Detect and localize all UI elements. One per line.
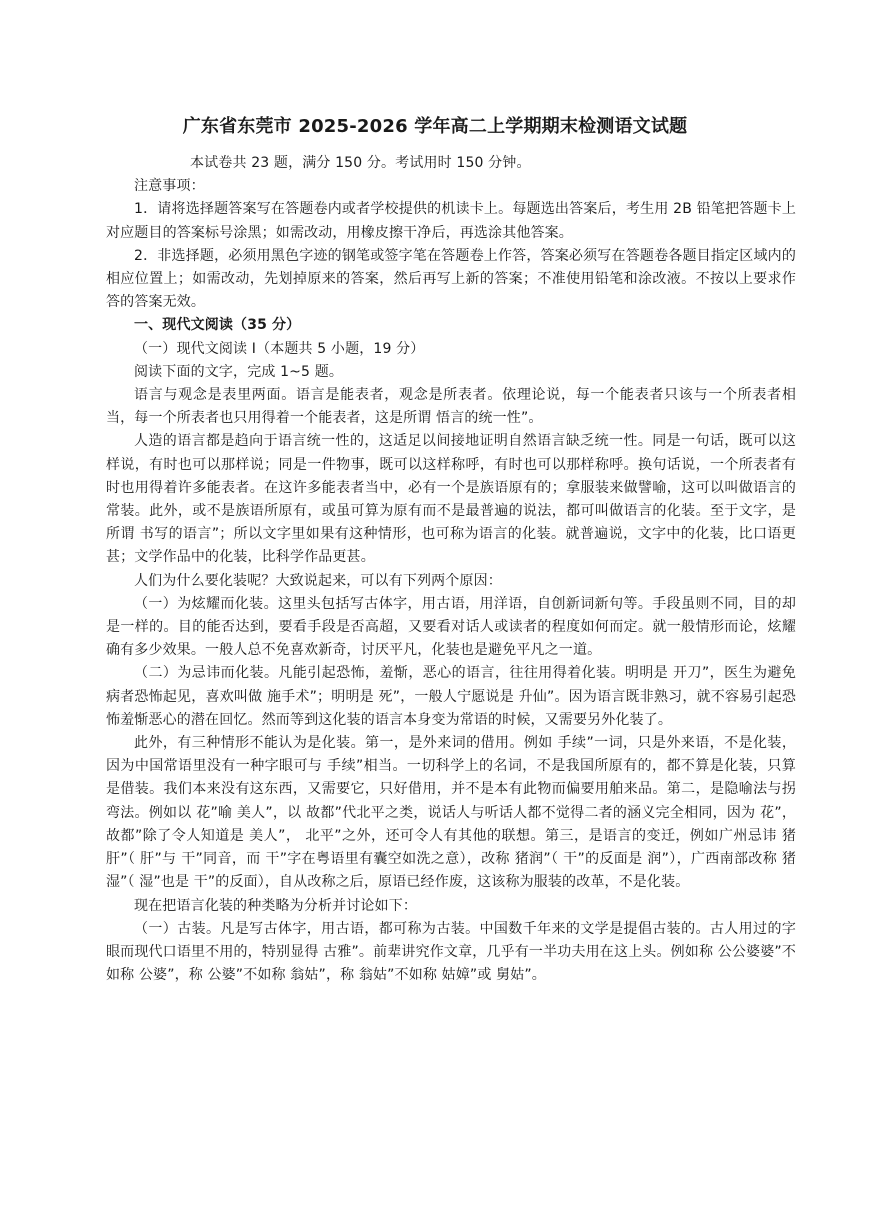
paragraph: （一）为炫耀而化装。这里头包括写古体字，用古语，用洋语，自创新词新句等。手段虽则不同，目的却是一样的。目的能否达到，要看手段是否高超，又要看对话人或读者的程度如何而定。就一般情形而论，炫耀确有多少效果。一般人总不免喜欢新奇，讨厌平凡，化装也是避免平凡之一道。 xyxy=(106,595,796,659)
paragraph: 2．非选择题，必须用黑色字迹的钢笔或签字笔在答题卷上作答，答案必须写在答题卷各题目指定区域内的相应位置上；如需改动，先划掉原来的答案，然后再写上新的答案；不准使用铅笔和涂改液。不按以上要求作答的答案无效。 xyxy=(106,247,796,311)
paragraph: （一）现代文阅读 I（本题共 5 小题，19 分） xyxy=(134,340,425,357)
paragraph: 语言与观念是表里两面。语言是能表者，观念是所表者。依理论说，每一个能表者只该与一个所表者相当，每一个所表者也只用得着一个能表者，这是所谓 悟言的统一性”。 xyxy=(106,387,796,427)
paragraph: 现在把语言化装的种类略为分析并讨论如下： xyxy=(134,897,417,914)
paragraph: （一）古装。凡是写古体字，用古语，都可称为古装。中国数千年来的文学是提倡古装的。古人用过的字眼而现代口语里不用的，特别显得 古雅”。前辈讲究作文章，几乎有一半功夫用在这上头。例如称 公公婆婆”不如称 公婆”，称 公婆”不如称 翁姑”，称 翁姑”不如称 姑嫜”或 舅姑”。 xyxy=(106,920,796,984)
paragraph: 此外，有三种情形不能认为是化装。第一，是外来词的借用。例如 手续”一词，只是外来语，不是化装，因为中国常语里没有一种字眼可与 手续”相当。一切科学上的名词，不是我国所原有的，都不算是化装，只算是借装。我们本来没有这东西，又需要它，只好借用，并不是本有此物而偏要用舶来品。第二，是隐喻法与拐弯法。例如以 花”喻 美人”，以 故都”代北平之类，说话人与听话人都不觉得二者的涵义完全相同，因为 花”， 故都”除了令人知道是 美人”， 北平”之外，还可令人有其他的联想。第三，是语言的变迁，例如广州忌讳 猪肝”（ 肝”与 干”同音，而 干”字在粤语里有囊空如洗之意），改称 猪润”（ 干”的反面是 润”），广西南部改称 猪湿”（ 湿”也是 干”的反面），自从改称之后，原语已经作废，这该称为服装的改革，不是化装。 xyxy=(106,735,796,891)
paragraph: 阅读下面的文字，完成 1~5 题。 xyxy=(134,363,343,380)
document-title: 广东省东莞市 2025-2026 学年高二上学期期末检测语文试题 xyxy=(182,116,688,137)
paragraph: 本试卷共 23 题，满分 150 分。考试用时 150 分钟。 xyxy=(190,155,531,171)
paragraph: 人们为什么要化装呢？大致说起来，可以有下列两个原因： xyxy=(134,572,502,589)
paragraph: 注意事项： xyxy=(134,178,205,195)
paragraph: 1．请将选择题答案写在答题卷内或者学校提供的机读卡上。每题选出答案后，考生用 2B 铅笔把答题卡上对应题目的答案标号涂黑；如需改动，用橡皮擦干净后，再选涂其他答案。 xyxy=(106,201,796,241)
section-heading: 一、现代文阅读（35 分） xyxy=(134,317,301,334)
paragraph: 人造的语言都是趋向于语言统一性的，这适足以间接地证明自然语言缺乏统一性。同是一句话，既可以这样说，有时也可以那样说；同是一件物事，既可以这样称呼，有时也可以那样称呼。换句话说，一个所表者有时也用得着许多能表者。在这许多能表者当中，必有一个是族语原有的；拿服装来做譬喻，这可以叫做语言的常装。此外，或不是族语所原有，或虽可算为原有而不是最普遍的说法，都可叫做语言的化装。至于文字，是所谓 书写的语言”；所以文字里如果有这种情形，也可称为语言的化装。就普遍说，文字中的化装，比口语更甚；文学作品中的化装，比科学作品更甚。 xyxy=(106,433,796,566)
paragraph: （二）为忌讳而化装。凡能引起恐怖，羞惭，恶心的语言，往往用得着化装。明明是 开刀”，医生为避免病者恐怖起见，喜欢叫做 施手术”；明明是 死”，一般人宁愿说是 升仙”。因为语言既非熟习，就不容易引起恐怖羞惭恶心的潜在回忆。然而等到这化装的语言本身变为常语的时候，又需要另外化装了。 xyxy=(106,665,796,728)
document-body xyxy=(106,152,796,987)
